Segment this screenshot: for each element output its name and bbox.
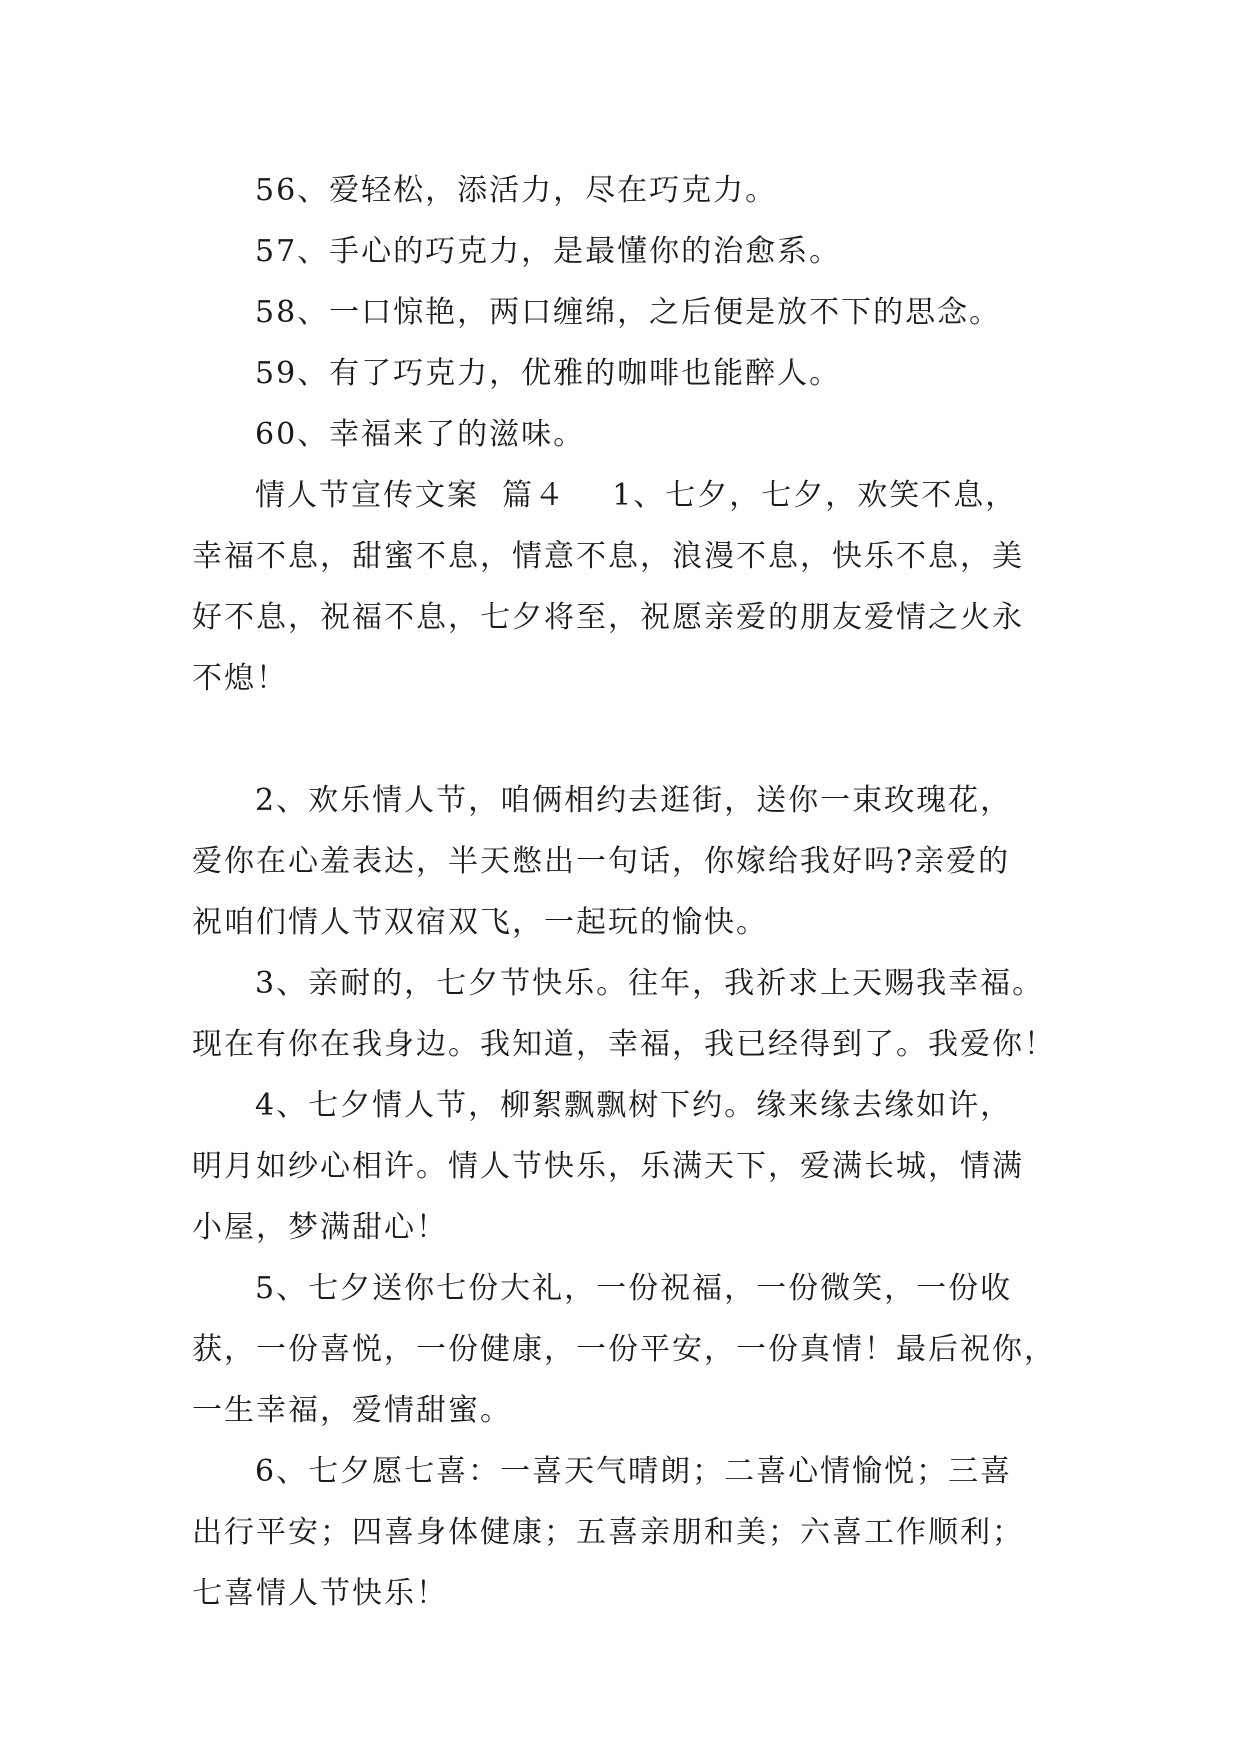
section-4-line: 好不息，祝福不息，七夕将至，祝愿亲爱的朋友爱情之火永 [192,600,1024,635]
list-item-line: 现在有你在我身边。我知道，幸福，我已经得到了。我爱你！ [192,1027,1056,1062]
list-item-first-line: 2、欢乐情人节，咱俩相约去逛街，送你一束玫瑰花， [255,783,1013,818]
section-4-line: 幸福不息，甜蜜不息，情意不息，浪漫不息，快乐不息，美 [192,539,1024,574]
list-item-line: 七喜情人节快乐！ [192,1576,448,1611]
list-item-line: 一生幸福，爱情甜蜜。 [192,1393,512,1428]
document-body [192,160,1062,1624]
list-item-first-line: 5、七夕送你七份大礼，一份祝福，一份微笑，一份收 [255,1271,1013,1306]
list-item-3 [192,953,1062,1075]
list-item-line: 出行平安；四喜身体健康；五喜亲朋和美；六喜工作顺利； [192,1515,1024,1550]
blank-line [192,709,1062,770]
section-4-paragraph [192,465,1062,709]
list-item-line: 祝咱们情人节双宿双飞，一起玩的愉快。 [192,905,768,940]
list-item-line: 小屋，梦满甜心！ [192,1210,448,1245]
section-4-line: 不熄！ [192,661,288,696]
list-item-56: 56、爱轻松，添活力，尽在巧克力。 [255,173,778,208]
list-item-57: 57、手心的巧克力，是最懂你的治愈系。 [255,234,842,269]
list-item-2 [192,770,1062,953]
list-item-58: 58、一口惊艳，两口缠绵，之后便是放不下的思念。 [255,295,1002,330]
list-item-first-line: 3、亲耐的，七夕节快乐。往年，我祈求上天赐我幸福。 [255,966,1045,1001]
list-item-60: 60、幸福来了的滋味。 [255,417,586,452]
list-item-line: 爱你在心羞表达，半天憋出一句话，你嫁给我好吗?亲爱的 [192,844,1011,879]
list-item-5 [192,1258,1062,1441]
list-item-line: 明月如纱心相许。情人节快乐，乐满天下，爱满长城，情满 [192,1149,1024,1184]
list-item-6 [192,1441,1062,1624]
list-item-first-line: 6、七夕愿七喜：一喜天气晴朗；二喜心情愉悦；三喜 [255,1454,1013,1489]
list-item-first-line: 4、七夕情人节，柳絮飘飘树下约。缘来缘去缘如许， [255,1088,1013,1123]
list-item-59: 59、有了巧克力，优雅的咖啡也能醉人。 [255,356,842,391]
section-4-heading-line: 情人节宣传文案 篇４ 1、七夕，七夕，欢笑不息， [255,478,1018,513]
list-item-4 [192,1075,1062,1258]
list-item-line: 获，一份喜悦，一份健康，一份平安，一份真情！最后祝你， [192,1332,1056,1367]
